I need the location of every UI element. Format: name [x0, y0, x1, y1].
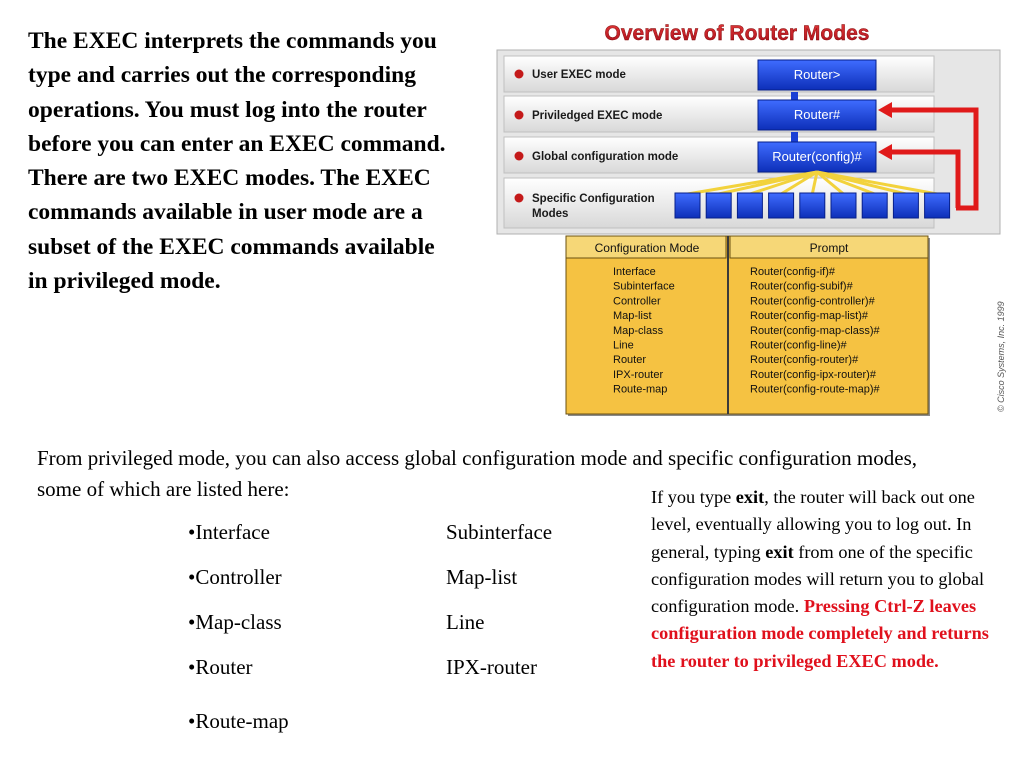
- list-item: Map-list: [446, 565, 518, 589]
- specific-mode-box: [706, 193, 731, 218]
- bullet-icon: [515, 111, 524, 120]
- list-item: •Interface: [188, 520, 270, 544]
- table-header-mode: Configuration Mode: [594, 241, 700, 255]
- table-cell-prompt: Router(config-controller)#: [750, 295, 875, 308]
- mode-label: Modes: [532, 208, 569, 220]
- table-cell-prompt: Router(config-map-list)#: [750, 310, 868, 323]
- list-item: IPX-router: [446, 655, 537, 679]
- specific-mode-box: [769, 193, 794, 218]
- table-cell-mode: Route-map: [613, 383, 668, 396]
- svg-text:Router#: Router#: [793, 107, 841, 122]
- copyright-text: © Cisco Systems, Inc. 1999: [996, 301, 1006, 412]
- table-cell-mode: Subinterface: [613, 280, 675, 293]
- exit-keyword: exit: [765, 541, 794, 562]
- table-cell-prompt: Router(config-route-map)#: [750, 383, 880, 396]
- specific-mode-boxes: [675, 193, 950, 218]
- mode-label: Global configuration mode: [532, 151, 679, 163]
- config-mode-table: [566, 236, 930, 416]
- table-cell-prompt: Router(config-map-class)#: [750, 324, 880, 337]
- intro-paragraph: The EXEC interprets the commands you type and carries out the corresponding operations. You must log into the router before you can enter an EXEC command. There are two EXEC modes. The EXEC commands available in user mode are a subset of the EXEC commands available in privileged mode.: [28, 28, 446, 295]
- modes-list-left: [188, 510, 289, 744]
- svg-text:Router(config)#: Router(config)#: [772, 149, 862, 164]
- list-item: •Route-map: [188, 709, 289, 733]
- bullet-icon: [515, 152, 524, 161]
- ctrl-z-note: Pressing Ctrl-Z leaves configuration mode completely and returns the router to privileged EXEC mode.: [651, 596, 989, 671]
- specific-mode-box: [800, 193, 825, 218]
- prompt-box-user: [758, 60, 876, 90]
- table-cell-prompt: Router(config-if)#: [750, 266, 835, 278]
- svg-text:Router>: Router>: [793, 67, 841, 82]
- exit-keyword: exit: [735, 487, 765, 507]
- table-cell-mode: Map-list: [613, 310, 652, 323]
- list-item: Line: [446, 610, 485, 634]
- bullet-icon: [515, 70, 524, 79]
- lower-paragraph: From privileged mode, you can also access global configuration mode and specific configuration modes, some of which are listed here:: [37, 446, 918, 501]
- table-cell-prompt: Router(config-ipx-router)#: [750, 368, 876, 381]
- mode-label: User EXEC mode: [532, 69, 626, 81]
- table-cell-mode: Map-class: [613, 324, 664, 337]
- router-modes-diagram: [492, 12, 1012, 422]
- table-cell-mode: Line: [613, 339, 634, 352]
- mode-label: Priviledged EXEC mode: [532, 110, 663, 122]
- specific-mode-box: [831, 193, 856, 218]
- list-item: Subinterface: [446, 520, 553, 544]
- bullet-icon: [515, 194, 524, 203]
- specific-mode-box: [925, 193, 950, 218]
- list-item: •Router: [188, 655, 253, 679]
- prompt-box-privileged: [758, 100, 876, 130]
- specific-mode-box: [675, 193, 700, 218]
- list-item: •Map-class: [188, 610, 282, 634]
- prompt-box-global-config: [758, 142, 876, 172]
- table-cell-mode: Controller: [613, 295, 661, 308]
- list-item: •Controller: [188, 565, 282, 589]
- table-cell-mode: Router: [613, 354, 647, 367]
- table-cell-prompt: Router(config-subif)#: [750, 280, 853, 293]
- table-header-prompt: Prompt: [809, 241, 849, 255]
- diagram-title: Overview of Router Modes: [604, 22, 870, 45]
- modes-list-right: [446, 510, 552, 690]
- table-cell-prompt: Router(config-router)#: [750, 354, 859, 367]
- table-cell-prompt: Router(config-line)#: [750, 339, 847, 352]
- specific-mode-box: [893, 193, 918, 218]
- table-cell-mode: IPX-router: [613, 368, 664, 381]
- mode-label: Specific Configuration: [532, 193, 655, 205]
- specific-mode-box: [862, 193, 887, 218]
- specific-mode-box: [737, 193, 762, 218]
- table-cell-mode: Interface: [613, 266, 656, 278]
- exit-note: If you type exit, the router will back out one level, eventually allowing you to log out. In general, typing exit from one of the specific configuration modes will return you to global configuration mode. Pressing Ctrl-Z leaves configuration mode completely and returns the router to privileged EXEC mode.: [651, 487, 989, 671]
